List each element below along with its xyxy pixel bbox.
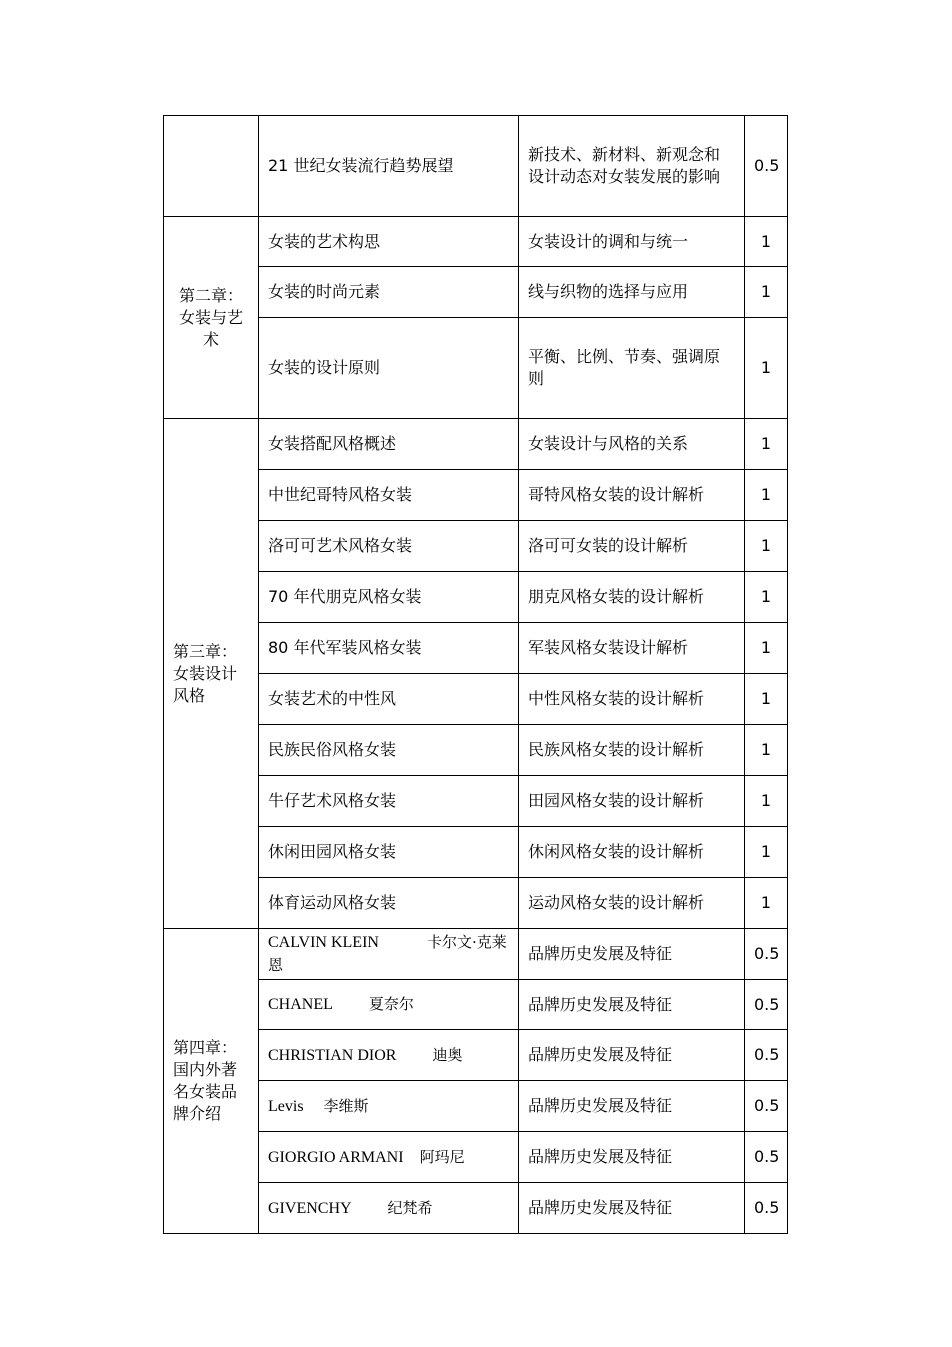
topic-cell: 女装的设计原则 xyxy=(259,318,519,419)
topic-cell: 牛仔艺术风格女装 xyxy=(259,776,519,827)
hours-cell: 1 xyxy=(745,725,788,776)
chapter-cell: 第二章：女装与艺术 xyxy=(164,217,259,419)
hours-cell: 1 xyxy=(745,776,788,827)
hours-cell: 1 xyxy=(745,318,788,419)
brand-name-en: CALVIN KLEIN xyxy=(268,934,379,951)
table-row xyxy=(164,419,788,470)
topic-cell: 洛可可艺术风格女装 xyxy=(259,521,519,572)
hours-cell: 1 xyxy=(745,827,788,878)
content-cell: 女装设计与风格的关系 xyxy=(519,419,745,470)
topic-cell: 女装搭配风格概述 xyxy=(259,419,519,470)
content-cell: 品牌历史发展及特征 xyxy=(519,1132,745,1183)
topic-cell: 70 年代朋克风格女装 xyxy=(259,572,519,623)
hours-cell: 1 xyxy=(745,217,788,267)
topic-cell: 体育运动风格女装 xyxy=(259,878,519,929)
hours-cell: 1 xyxy=(745,470,788,521)
hours-cell: 1 xyxy=(745,572,788,623)
table-row xyxy=(164,929,788,980)
hours-cell: 0.5 xyxy=(745,1132,788,1183)
brand-name-cn: 纪梵希 xyxy=(387,1198,433,1217)
brand-name-cn: 李维斯 xyxy=(323,1096,369,1115)
hours-cell: 0.5 xyxy=(745,116,788,217)
brand-name-en: GIVENCHY xyxy=(268,1199,352,1217)
content-cell: 民族风格女装的设计解析 xyxy=(519,725,745,776)
topic-cell: 中世纪哥特风格女装 xyxy=(259,470,519,521)
brand-cell xyxy=(259,1030,519,1081)
content-cell: 平衡、比例、节奏、强调原则 xyxy=(519,318,745,419)
topic-cell: 女装的时尚元素 xyxy=(259,267,519,318)
brand-cell xyxy=(259,1081,519,1132)
brand-name-cn: 迪奥 xyxy=(432,1045,463,1064)
content-cell: 军装风格女装设计解析 xyxy=(519,623,745,674)
content-cell: 中性风格女装的设计解析 xyxy=(519,674,745,725)
hours-cell: 0.5 xyxy=(745,980,788,1030)
table-row xyxy=(164,116,788,217)
hours-cell: 0.5 xyxy=(745,1183,788,1234)
content-cell: 品牌历史发展及特征 xyxy=(519,1081,745,1132)
content-cell: 品牌历史发展及特征 xyxy=(519,980,745,1030)
content-cell: 品牌历史发展及特征 xyxy=(519,1183,745,1234)
content-cell: 新技术、新材料、新观念和设计动态对女装发展的影响 xyxy=(519,116,745,217)
table-row xyxy=(164,217,788,267)
hours-cell: 1 xyxy=(745,623,788,674)
brand-name-en: GIORGIO ARMANI xyxy=(268,1148,404,1166)
content-cell: 运动风格女装的设计解析 xyxy=(519,878,745,929)
topic-cell: 女装的艺术构思 xyxy=(259,217,519,267)
brand-cell xyxy=(259,1132,519,1183)
chapter-cell xyxy=(164,116,259,217)
content-cell: 品牌历史发展及特征 xyxy=(519,1030,745,1081)
hours-cell: 1 xyxy=(745,521,788,572)
topic-cell: 休闲田园风格女装 xyxy=(259,827,519,878)
content-cell: 女装设计的调和与统一 xyxy=(519,217,745,267)
content-cell: 哥特风格女装的设计解析 xyxy=(519,470,745,521)
brand-cell xyxy=(259,1183,519,1234)
hours-cell: 0.5 xyxy=(745,1030,788,1081)
hours-cell: 0.5 xyxy=(745,929,788,980)
content-cell: 洛可可女装的设计解析 xyxy=(519,521,745,572)
content-cell: 品牌历史发展及特征 xyxy=(519,929,745,980)
topic-cell: 80 年代军装风格女装 xyxy=(259,623,519,674)
topic-cell: 21 世纪女装流行趋势展望 xyxy=(259,116,519,217)
hours-cell: 1 xyxy=(745,674,788,725)
brand-cell xyxy=(259,980,519,1030)
syllabus-table xyxy=(163,115,788,1234)
brand-name-en: CHRISTIAN DIOR xyxy=(268,1046,397,1064)
content-cell: 田园风格女装的设计解析 xyxy=(519,776,745,827)
topic-cell: 女装艺术的中性风 xyxy=(259,674,519,725)
content-cell: 线与织物的选择与应用 xyxy=(519,267,745,318)
topic-cell: 民族民俗风格女装 xyxy=(259,725,519,776)
brand-name-en: Levis xyxy=(268,1097,304,1115)
brand-name-en: CHANEL xyxy=(268,996,333,1013)
brand-name-cn: 卡尔文·克莱恩 xyxy=(268,933,507,974)
hours-cell: 1 xyxy=(745,419,788,470)
hours-cell: 0.5 xyxy=(745,1081,788,1132)
hours-cell: 1 xyxy=(745,878,788,929)
chapter-cell: 第四章：国内外著名女装品牌介绍 xyxy=(164,929,259,1234)
chapter-cell: 第三章：女装设计风格 xyxy=(164,419,259,929)
brand-name-cn: 夏奈尔 xyxy=(368,995,414,1013)
content-cell: 休闲风格女装的设计解析 xyxy=(519,827,745,878)
hours-cell: 1 xyxy=(745,267,788,318)
brand-name-cn: 阿玛尼 xyxy=(419,1147,465,1166)
brand-cell xyxy=(259,929,519,980)
content-cell: 朋克风格女装的设计解析 xyxy=(519,572,745,623)
